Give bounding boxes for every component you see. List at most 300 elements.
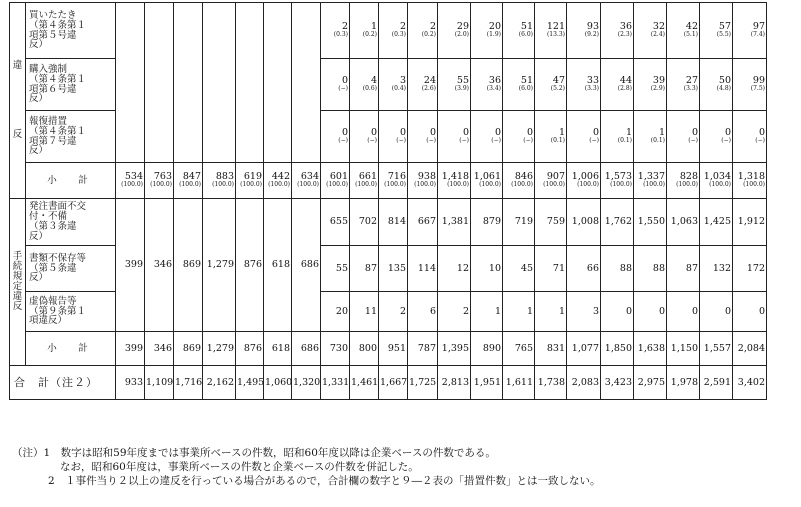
combined-cell xyxy=(174,199,203,332)
count-value: 1,381 xyxy=(441,216,469,228)
note-2: 2 １事件当り２以上の違反を行っている場合があるので，合計欄の数字と９―２表の「措置件数」とは一致しない。 xyxy=(48,475,601,487)
value-cell xyxy=(567,163,601,199)
count-value: 702 xyxy=(358,216,377,228)
value-cell xyxy=(350,246,379,292)
count-value: 36 xyxy=(488,74,501,86)
section-char: 規 xyxy=(12,271,23,283)
value-cell xyxy=(667,3,700,59)
count-value: 1,425 xyxy=(703,216,731,228)
value: 346 xyxy=(153,259,172,271)
percent-value: (2.8) xyxy=(617,85,632,93)
percent-value: (−) xyxy=(755,137,765,145)
count-value: 1,738 xyxy=(537,376,565,388)
value-cell xyxy=(601,292,634,332)
percent-value: (100.0) xyxy=(212,181,234,189)
count-value: 765 xyxy=(514,342,533,354)
value-cell xyxy=(471,366,503,400)
value-cell xyxy=(350,332,379,366)
value-cell xyxy=(471,3,503,59)
percent-value: (3.3) xyxy=(584,85,599,93)
value: 869 xyxy=(182,259,201,271)
count-value: 0 xyxy=(370,126,377,138)
value-cell xyxy=(408,332,438,366)
count-value: 99 xyxy=(752,74,765,86)
count-value: 0 xyxy=(429,126,436,138)
section-char: 反 xyxy=(12,300,23,312)
value: 876 xyxy=(243,259,262,271)
count-value: 0 xyxy=(758,305,765,317)
percent-value: (13.3) xyxy=(546,31,565,39)
value-cell xyxy=(350,366,379,400)
count-value: 71 xyxy=(552,262,565,274)
row-subtotal-procedural xyxy=(10,332,801,366)
value-cell xyxy=(438,292,471,332)
section-char: 違 xyxy=(12,59,23,71)
note-1: （注）1 数字は昭和59年度までは事業所ベースの件数，昭和60年度以降は企業ベースの件数である。 xyxy=(12,447,496,459)
percent-value: (3.9) xyxy=(454,85,469,93)
value-cell xyxy=(503,199,535,246)
value: 618 xyxy=(271,259,290,271)
count-value: 0 xyxy=(691,305,698,317)
count-value: 24 xyxy=(423,74,436,86)
percent-value: (0.1) xyxy=(617,137,632,145)
value-cell xyxy=(438,3,471,59)
count-value: 1,611 xyxy=(505,376,533,388)
count-value: 51 xyxy=(520,74,533,86)
value-cell xyxy=(535,246,567,292)
percent-value: (0.1) xyxy=(650,137,665,145)
count-value: 55 xyxy=(456,74,469,86)
label-line: 反） xyxy=(29,145,49,157)
count-value: 66 xyxy=(586,262,599,274)
count-value: 121 xyxy=(546,20,565,32)
value-cell xyxy=(379,163,408,199)
value-cell xyxy=(438,332,471,366)
percent-value: (2.4) xyxy=(650,31,665,39)
label-line: 反） xyxy=(29,39,49,51)
percent-value: (100.0) xyxy=(676,181,698,189)
value-cell xyxy=(438,59,471,111)
value-cell xyxy=(634,59,667,111)
section-char: 手 xyxy=(12,251,23,263)
count-value: 45 xyxy=(520,262,533,274)
value-cell xyxy=(567,292,601,332)
percent-value: (6.0) xyxy=(518,85,533,93)
count-value: 2,083 xyxy=(571,376,599,388)
section-char: 続 xyxy=(12,261,23,273)
count-value: 29 xyxy=(456,20,469,32)
row-hatchu xyxy=(10,199,801,246)
value-cell xyxy=(438,199,471,246)
percent-value: (100.0) xyxy=(326,181,348,189)
value-cell xyxy=(264,163,292,199)
value-cell xyxy=(116,332,145,366)
percent-value: (−) xyxy=(721,137,731,145)
label-line: 発注書面不交 xyxy=(29,201,87,213)
percent-value: (2.9) xyxy=(650,85,665,93)
value-cell xyxy=(408,199,438,246)
value-cell xyxy=(379,199,408,246)
value-cell xyxy=(601,111,634,163)
combined-cell xyxy=(236,199,264,332)
count-value: 787 xyxy=(417,342,436,354)
value-cell xyxy=(700,163,733,199)
percent-value: (100.0) xyxy=(543,181,565,189)
value-cell xyxy=(471,111,503,163)
count-value: 814 xyxy=(387,216,406,228)
count-value: 618 xyxy=(271,342,290,354)
label-line: 報復措置 xyxy=(29,115,68,127)
combined-cell xyxy=(116,199,145,332)
count-value: 0 xyxy=(658,305,665,317)
value-cell xyxy=(601,366,634,400)
value-cell xyxy=(567,3,601,59)
value-cell xyxy=(567,246,601,292)
value-cell xyxy=(667,163,700,199)
value-cell xyxy=(634,111,667,163)
value-cell xyxy=(601,246,634,292)
count-value: 0 xyxy=(724,305,731,317)
value-cell xyxy=(471,199,503,246)
value-cell xyxy=(292,332,321,366)
percent-value: (0.1) xyxy=(550,137,565,145)
label-line: （第４条第１ xyxy=(29,19,87,31)
total-label: 合 計（注２） xyxy=(10,366,116,400)
count-value: 2,813 xyxy=(441,376,469,388)
count-value: 938 xyxy=(417,170,436,182)
count-value: 883 xyxy=(215,170,234,182)
label-line: （第４条第１ xyxy=(29,73,87,85)
value-cell xyxy=(379,292,408,332)
percent-value: (1.9) xyxy=(486,31,501,39)
value-cell xyxy=(116,163,145,199)
count-value: 3 xyxy=(399,74,406,86)
value-cell xyxy=(733,3,767,59)
count-value: 1,320 xyxy=(293,376,321,388)
value-cell xyxy=(438,366,471,400)
value-cell xyxy=(236,332,264,366)
count-value: 1,638 xyxy=(637,342,665,354)
value-cell xyxy=(408,246,438,292)
count-value: 719 xyxy=(514,216,533,228)
label-line: 項第７号違 xyxy=(29,135,77,147)
count-value: 51 xyxy=(520,20,533,32)
label-line: 反） xyxy=(29,93,49,105)
section-char: 違 xyxy=(12,290,23,302)
value-cell xyxy=(733,292,767,332)
percent-value: (−) xyxy=(338,137,348,145)
count-value: 1 xyxy=(558,126,565,138)
percent-value: (−) xyxy=(338,85,348,93)
value-cell xyxy=(535,366,567,400)
count-value: 1,573 xyxy=(604,170,632,182)
count-value: 44 xyxy=(619,74,632,86)
value-cell xyxy=(700,366,733,400)
count-value: 730 xyxy=(329,342,348,354)
count-value: 534 xyxy=(124,170,143,182)
value-cell xyxy=(667,292,700,332)
value-cell xyxy=(116,366,145,400)
value-cell xyxy=(379,246,408,292)
percent-value: (6.0) xyxy=(518,31,533,39)
count-value: 1,557 xyxy=(703,342,731,354)
count-value: 0 xyxy=(494,126,501,138)
percent-value: (0.2) xyxy=(362,31,377,39)
value-cell xyxy=(438,163,471,199)
percent-value: (100.0) xyxy=(447,181,469,189)
count-value: 1 xyxy=(526,305,533,317)
percent-value: (−) xyxy=(523,137,533,145)
value-cell xyxy=(379,366,408,400)
footnotes xyxy=(12,446,752,488)
percent-value: (−) xyxy=(589,137,599,145)
count-value: 1,716 xyxy=(175,376,203,388)
value-cell xyxy=(700,3,733,59)
value-cell xyxy=(733,59,767,111)
count-value: 87 xyxy=(685,262,698,274)
count-value: 634 xyxy=(300,170,319,182)
count-value: 42 xyxy=(685,20,698,32)
row-label-hatchu xyxy=(26,199,116,246)
value-cell xyxy=(145,163,174,199)
value-cell xyxy=(667,111,700,163)
label-line: 買いたたき xyxy=(29,9,77,21)
value-cell xyxy=(503,332,535,366)
count-value: 879 xyxy=(482,216,501,228)
count-value: 1,006 xyxy=(571,170,599,182)
value-cell xyxy=(236,163,264,199)
value-cell xyxy=(408,111,438,163)
label-line: 項第５号違 xyxy=(29,29,77,41)
percent-value: (7.4) xyxy=(750,31,765,39)
count-value: 47 xyxy=(552,74,565,86)
count-value: 1 xyxy=(625,126,632,138)
count-value: 2 xyxy=(341,20,348,32)
value-cell xyxy=(535,3,567,59)
count-value: 2 xyxy=(399,305,406,317)
value-cell xyxy=(503,111,535,163)
percent-value: (−) xyxy=(367,137,377,145)
count-value: 1,762 xyxy=(604,216,632,228)
count-value: 0 xyxy=(724,126,731,138)
count-value: 828 xyxy=(679,170,698,182)
count-value: 1,034 xyxy=(703,170,731,182)
count-value: 1,395 xyxy=(441,342,469,354)
count-value: 87 xyxy=(364,262,377,274)
value-cell xyxy=(471,163,503,199)
value-cell xyxy=(535,59,567,111)
percent-value: (0.2) xyxy=(421,31,436,39)
count-value: 1,550 xyxy=(637,216,665,228)
percent-value: (100.0) xyxy=(479,181,501,189)
count-value: 890 xyxy=(482,342,501,354)
count-value: 20 xyxy=(488,20,501,32)
label-line: （第４条第１ xyxy=(29,125,87,137)
row-kaitataki xyxy=(10,3,801,59)
count-value: 114 xyxy=(417,262,436,274)
row-label-konyu xyxy=(26,59,116,111)
label-line: 購入強制 xyxy=(29,63,68,75)
count-value: 1,951 xyxy=(473,376,501,388)
count-value: 759 xyxy=(546,216,565,228)
value-cell xyxy=(733,163,767,199)
percent-value: (5.1) xyxy=(683,31,698,39)
value-cell xyxy=(535,332,567,366)
count-value: 763 xyxy=(153,170,172,182)
percent-value: (2.6) xyxy=(421,85,436,93)
value-cell xyxy=(236,366,264,400)
count-value: 97 xyxy=(752,20,765,32)
count-value: 346 xyxy=(153,342,172,354)
value-cell xyxy=(601,199,634,246)
value-cell xyxy=(535,199,567,246)
value-cell xyxy=(321,59,350,111)
count-value: 88 xyxy=(619,262,632,274)
value-cell xyxy=(634,246,667,292)
percent-value: (100.0) xyxy=(355,181,377,189)
value-cell xyxy=(700,332,733,366)
value-cell xyxy=(379,3,408,59)
percent-value: (100.0) xyxy=(150,181,172,189)
value-cell xyxy=(350,199,379,246)
value-cell xyxy=(203,332,236,366)
section-char: 反 xyxy=(12,129,23,141)
value-cell xyxy=(321,292,350,332)
row-label-kaitataki xyxy=(26,3,116,59)
label-line: 書類不保存等 xyxy=(29,252,87,264)
percent-value: (−) xyxy=(396,137,406,145)
value-cell xyxy=(471,332,503,366)
count-value: 2,084 xyxy=(737,342,765,354)
count-value: 667 xyxy=(417,216,436,228)
value-cell xyxy=(634,163,667,199)
subtotal-label: 小 計 xyxy=(26,163,116,199)
value-cell xyxy=(503,3,535,59)
row-label-shorui xyxy=(26,246,116,292)
label-line: 反） xyxy=(29,272,49,284)
count-value: 1,667 xyxy=(380,376,408,388)
count-value: 2,975 xyxy=(637,376,665,388)
value-cell xyxy=(535,292,567,332)
count-value: 661 xyxy=(358,170,377,182)
count-value: 2 xyxy=(462,305,469,317)
value-cell xyxy=(438,246,471,292)
count-value: 655 xyxy=(329,216,348,228)
section-char: 定 xyxy=(12,281,23,292)
value-cell xyxy=(733,366,767,400)
percent-value: (100.0) xyxy=(643,181,665,189)
count-value: 11 xyxy=(364,305,377,317)
count-value: 2,162 xyxy=(206,376,234,388)
percent-value: (3.3) xyxy=(683,85,698,93)
value-cell xyxy=(567,366,601,400)
count-value: 135 xyxy=(387,262,406,274)
value-cell xyxy=(503,163,535,199)
value-cell xyxy=(438,111,471,163)
count-value: 6 xyxy=(429,305,436,317)
count-value: 1,008 xyxy=(571,216,599,228)
count-value: 132 xyxy=(712,262,731,274)
count-value: 1 xyxy=(494,305,501,317)
value-cell xyxy=(292,163,321,199)
value-cell xyxy=(145,366,174,400)
value-cell xyxy=(471,59,503,111)
value-cell xyxy=(350,3,379,59)
combined-cell xyxy=(203,199,236,332)
value-cell xyxy=(667,332,700,366)
count-value: 0 xyxy=(462,126,469,138)
percent-value: (0.6) xyxy=(362,85,377,93)
value-cell xyxy=(471,246,503,292)
count-value: 399 xyxy=(124,342,143,354)
value-cell xyxy=(145,332,174,366)
value: 399 xyxy=(124,259,143,271)
count-value: 1 xyxy=(558,305,565,317)
value-cell xyxy=(350,292,379,332)
value-cell xyxy=(471,292,503,332)
percent-value: (7.5) xyxy=(750,85,765,93)
label-line: 反） xyxy=(29,230,49,242)
note-1-cont: なお，昭和60年度は，事業所ベースの件数と企業ベースの件数を併記した。 xyxy=(60,461,419,473)
count-value: 1,725 xyxy=(409,376,437,388)
value-cell xyxy=(634,292,667,332)
value-cell xyxy=(567,199,601,246)
count-value: 1,318 xyxy=(737,170,765,182)
count-value: 2 xyxy=(429,20,436,32)
value-cell xyxy=(535,163,567,199)
value-cell xyxy=(567,59,601,111)
value-cell xyxy=(601,163,634,199)
percent-value: (100.0) xyxy=(610,181,632,189)
value-cell xyxy=(733,246,767,292)
percent-value: (0.3) xyxy=(391,31,406,39)
count-value: 686 xyxy=(300,342,319,354)
percent-value: (100.0) xyxy=(743,181,765,189)
percent-value: (0.3) xyxy=(333,31,348,39)
count-value: 933 xyxy=(124,376,143,388)
value-cell xyxy=(601,3,634,59)
combined-cell xyxy=(264,199,292,332)
value-cell xyxy=(264,332,292,366)
row-total xyxy=(10,366,801,400)
value-cell xyxy=(700,246,733,292)
value-cell xyxy=(350,111,379,163)
count-value: 951 xyxy=(387,342,406,354)
value-cell xyxy=(667,366,700,400)
value-cell xyxy=(379,332,408,366)
label-line: 虚偽報告等 xyxy=(29,295,77,307)
value-cell xyxy=(601,332,634,366)
count-value: 1,912 xyxy=(737,216,765,228)
count-value: 1,060 xyxy=(265,376,293,388)
value-cell xyxy=(733,332,767,366)
count-value: 1,279 xyxy=(206,342,234,354)
count-value: 800 xyxy=(358,342,377,354)
count-value: 36 xyxy=(619,20,632,32)
count-value: 88 xyxy=(652,262,665,274)
percent-value: (100.0) xyxy=(268,181,290,189)
count-value: 0 xyxy=(758,126,765,138)
value-cell xyxy=(174,163,203,199)
value-cell xyxy=(203,163,236,199)
count-value: 876 xyxy=(243,342,262,354)
label-line: 項違反） xyxy=(29,315,68,327)
count-value: 55 xyxy=(335,262,348,274)
percent-value: (100.0) xyxy=(384,181,406,189)
value-cell xyxy=(408,59,438,111)
count-value: 172 xyxy=(746,262,765,274)
count-value: 12 xyxy=(456,262,469,274)
